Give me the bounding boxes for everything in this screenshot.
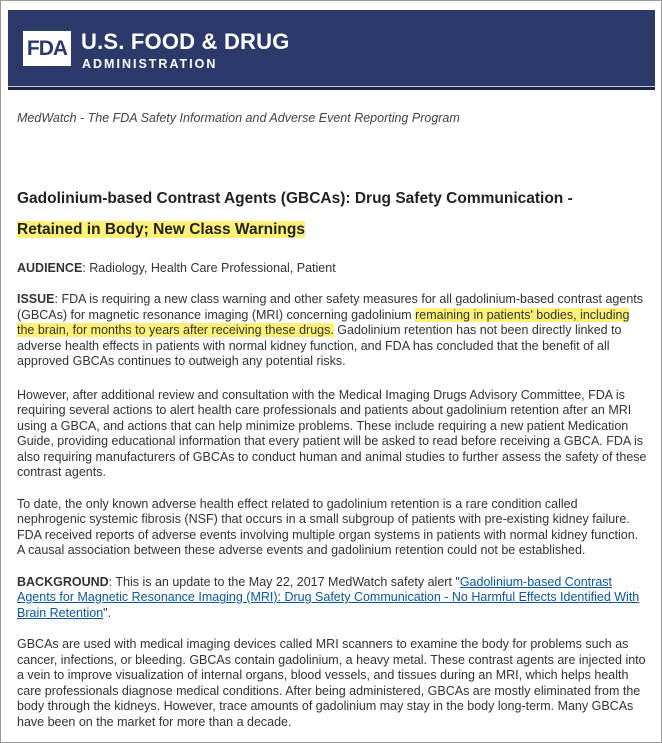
article-title — [17, 183, 647, 245]
title-line-1: Gadolinium-based Contrast Agents (GBCAs): Drug Safety Communication - — [17, 189, 573, 207]
issue-paragraph — [17, 292, 647, 370]
issue-text-1: : FDA is requiring a new class warning and other safety measures for all gadolinium-based contrast agents (GBCAs) for magnetic resonance imaging (MRI) concerning gadolinium — [17, 292, 644, 322]
issue-text-2: Gadolinium retention has not been directly linked to adverse health effects in patients with normal kidney function, and FDA has concluded that the benefit of all approved GBCAs continues to outweigh any potential risks. — [17, 323, 622, 368]
background-text-1: : This is an update to the May 22, 2017 MedWatch safety alert " — [108, 574, 460, 589]
fda-header-banner — [8, 10, 655, 90]
title-line-2: Retained in Body; New Class Warnings — [17, 220, 305, 238]
article-body — [17, 111, 647, 730]
org-title: U.S. FOOD & DRUG — [81, 29, 290, 54]
org-subtitle: ADMINISTRATION — [82, 57, 218, 71]
background-text-2: ". — [103, 605, 112, 620]
fda-logo: FDA — [23, 31, 71, 66]
issue-highlight: remaining in patients' bodies, including the brain, for months to years after receiving these drugs. — [17, 307, 630, 337]
title-line-2-wrap — [17, 214, 647, 245]
paragraph-5: GBCAs are used with medical imaging devices called MRI scanners to examine the body for problems such as cancer, infections, or bleeding. GBCAs contain gadolinium, a heavy metal. These contrast agents are injected into a vein to improve visualization of internal organs, blood vessels, and tissues during an MRI, which helps health care professionals diagnose medical conditions. After being administered, GBCAs are mostly eliminated from the body through the kidneys. However, trace amounts of gadolinium may stay in the body long-term. Many GBCAs have been on the market for more than a decade. — [17, 637, 646, 729]
program-name: MedWatch - The FDA Safety Information and Adverse Event Reporting Program — [17, 111, 460, 125]
issue-label: ISSUE — [17, 292, 55, 306]
header-divider — [8, 86, 655, 87]
safety-alert-link[interactable]: Gadolinium-based Contrast Agents for Magnetic Resonance Imaging (MRI): Drug Safety Communication - No Harmful Effects Identified With Brain Retention — [17, 574, 640, 620]
audience-value: : Radiology, Health Care Professional, Patient — [82, 260, 336, 275]
background-label: BACKGROUND — [17, 574, 109, 589]
audience — [17, 261, 647, 277]
audience-label: AUDIENCE — [17, 260, 83, 275]
paragraph-2: However, after additional review and consultation with the Medical Imaging Drugs Advisory Committee, FDA is requiring several actions to alert health care professionals and patients about gadolinium retention after an MRI using a GBCA, and actions that can help minimize problems. These include requiring a new patient Medication Guide, providing educational information that every patient will be asked to read before receiving a GBCA. FDA is also requiring manufacturers of GBCAs to conduct human and animal studies to further assess the safety of these contrast agents. — [17, 387, 647, 479]
background-paragraph — [17, 575, 647, 622]
paragraph-3: To date, the only known adverse health effect related to gadolinium retention is a rare condition called nephrogenic systemic fibrosis (NSF) that occurs in a small subgroup of patients with pre-existing kidney failure. FDA received reports of adverse events involving multiple organ systems in patients with normal kidney function. A causal association between these adverse events and gadolinium retention could not be established. — [17, 496, 639, 557]
